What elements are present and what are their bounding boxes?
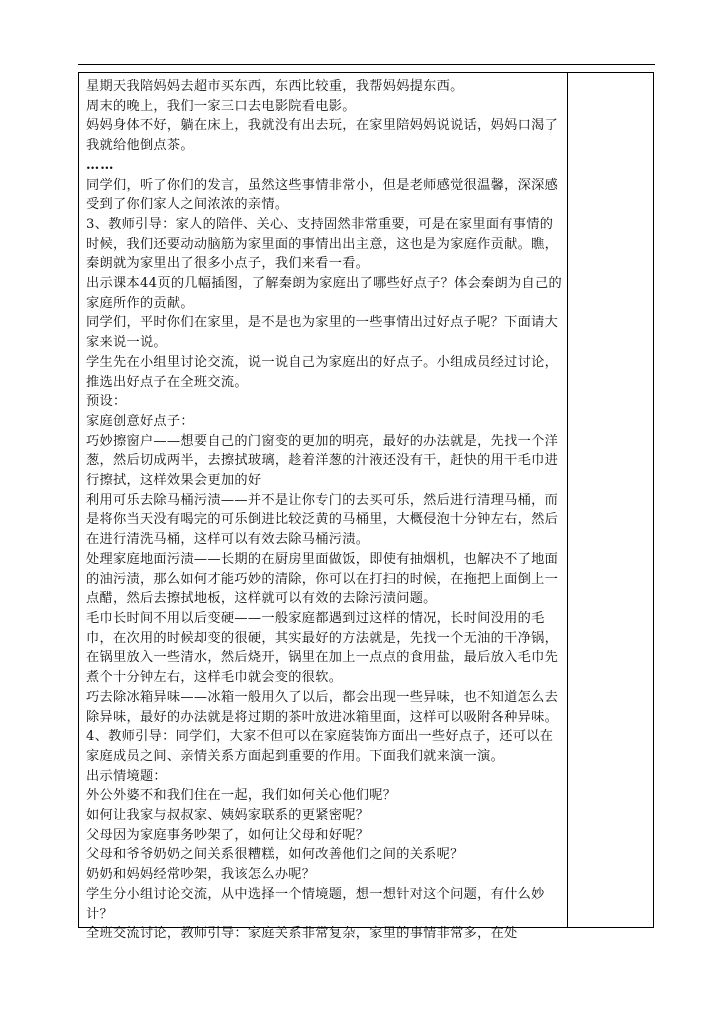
paragraph: 星期天我陪妈妈去超市买东西，东西比较重，我帮妈妈提东西。 [86, 79, 464, 94]
paragraph: 预设： [86, 394, 127, 410]
paragraph: 学生先在小组里讨论交流，说一说自己为家庭出的好点子。小组成员经过讨论，推选出好点子在全班交流。 [86, 354, 559, 390]
notes-column-divider [567, 73, 568, 927]
lesson-content-cell [86, 77, 562, 944]
paragraph: 外公外婆不和我们住在一起，我们如何关心他们呢？ [86, 788, 397, 804]
paragraph: 同学们，平时你们在家里，是不是也为家里的一些事情出过好点子呢？下面请大家来说一说。 [86, 315, 559, 351]
paragraph: 周末的晚上，我们一家三口去电影院看电影。 [86, 98, 356, 114]
paragraph: 处理家庭地面污渍——长期的在厨房里面做饭，即使有抽烟机，也解决不了地面的油污渍，那么如何才能巧妙的清除，你可以在打扫的时候，在拖把上面倒上一点醋，然后去擦拭地板，这样就可以有效的去除污渍问题。 [86, 551, 559, 607]
paragraph: 毛巾长时间不用以后变硬——一般家庭都遇到过这样的情况，长时间没用的毛巾，在次用的时候却变的很硬，其实最好的方法就是，先找一个无油的干净锅，在锅里放入一些清水，然后烧开，锅里在加上一点点的食用盐，最后放入毛巾先煮个十分钟左右，这样毛巾就会变的很软。 [86, 610, 559, 686]
paragraph: 奶奶和妈妈经常吵架，我该怎么办呢？ [86, 867, 316, 883]
paragraph: 出示情境题： [86, 768, 167, 784]
paragraph: 利用可乐去除马桶污渍——并不是让你专门的去买可乐，然后进行清理马桶，而是将你当天没有喝完的可乐倒进比较泛黄的马桶里，大概侵泡十分钟左右，然后在进行清洗马桶，这样可以有效去除马桶污渍。 [86, 492, 559, 548]
ellipsis: …… [86, 157, 115, 173]
paragraph: 出示课本44页的几幅插图，了解秦朗为家庭出了哪些好点子？体会秦朗为自己的家庭所作的贡献。 [86, 276, 562, 311]
paragraph: 同学们，听了你们的发言，虽然这些事情非常小，但是老师感觉很温馨，深深感受到了你们家人之间浓浓的亲情。 [86, 177, 559, 213]
paragraph: 巧妙擦窗户——想要自己的门窗变的更加的明亮，最好的办法就是，先找一个洋葱，然后切成两半，去擦拭玻璃，趁着洋葱的汁液还没有干，赶快的用干毛巾进行擦拭，这样效果会更加的好 [86, 433, 559, 489]
paragraph: 学生分小组讨论交流，从中选择一个情境题，想一想针对这个问题，有什么妙计？ [86, 886, 545, 922]
paragraph: 3、教师引导：家人的陪伴、关心、支持固然非常重要，可是在家里面有事情的时候，我们还要动动脑筋为家里面的事情出出主意，这也是为家庭作贡献。瞧，秦朗就为家里出了很多小点子，我们来看一看。 [86, 216, 559, 272]
header-rule [78, 64, 655, 65]
paragraph: 父母因为家庭事务吵架了，如何让父母和好呢？ [86, 827, 370, 843]
paragraph: 巧去除冰箱异味——冰箱一般用久了以后，都会出现一些异味，也不知道怎么去除异味，最好的办法就是将过期的茶叶放进冰箱里面，这样可以吸附各种异味。 [86, 689, 559, 725]
paragraph: 妈妈身体不好，躺在床上，我就没有出去玩，在家里陪妈妈说说话，妈妈口渴了我就给他倒点茶。 [86, 118, 559, 154]
paragraph: 全班交流讨论，教师引导：家庭关系非常复杂，家里的事情非常多，在处 [86, 926, 518, 942]
paragraph: 4、教师引导：同学们，大家不但可以在家庭装饰方面出一些好点子，还可以在家庭成员之间、亲情关系方面起到重要的作用。下面我们就来演一演。 [86, 729, 554, 764]
document-table [78, 72, 654, 942]
paragraph: 家庭创意好点子： [86, 413, 194, 429]
paragraph: 父母和爷爷奶奶之间关系很糟糕，如何改善他们之间的关系呢？ [86, 847, 464, 863]
paragraph: 如何让我家与叔叔家、姨妈家联系的更紧密呢？ [86, 808, 370, 824]
